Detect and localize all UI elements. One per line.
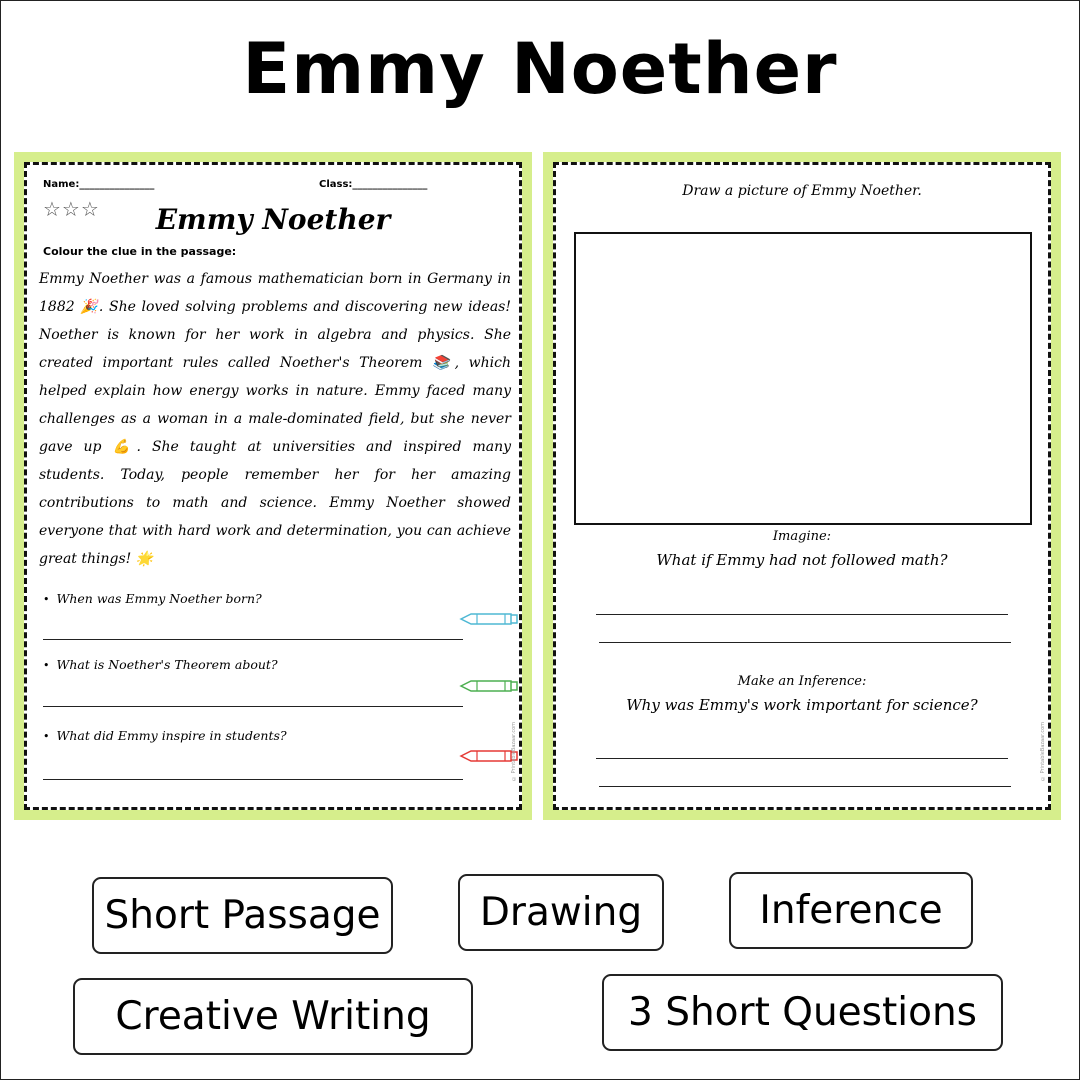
- red-crayon-icon: [459, 748, 519, 764]
- page-title: Emmy Noether: [242, 28, 838, 110]
- answer-line-2[interactable]: [43, 706, 463, 707]
- inference-question: Why was Emmy's work important for science?: [626, 696, 978, 714]
- class-field-label: Class:_______________: [319, 179, 428, 190]
- passage-worksheet: [14, 152, 532, 820]
- imagine-question: What if Emmy had not followed math?: [656, 551, 948, 569]
- question-1: • When was Emmy Noether born?: [43, 591, 262, 606]
- question-1-text: When was Emmy Noether born?: [56, 591, 262, 606]
- drawing-box[interactable]: [574, 232, 1032, 525]
- tag-creative-writing: Creative Writing: [73, 978, 473, 1055]
- watermark: © PrintableBazaar.com: [511, 722, 517, 781]
- inference-label: Make an Inference:: [737, 674, 867, 689]
- inference-answer-line-2[interactable]: [599, 786, 1011, 787]
- tag-inference: Inference: [729, 872, 973, 949]
- worksheet-title: Emmy Noether: [155, 203, 391, 236]
- answer-line-3[interactable]: [43, 779, 463, 780]
- inference-answer-line-1[interactable]: [596, 758, 1008, 759]
- name-field-label: Name:_______________: [43, 179, 155, 190]
- drawing-worksheet: [543, 152, 1061, 820]
- tag-short-passage: Short Passage: [92, 877, 393, 954]
- tag-drawing: Drawing: [458, 874, 664, 951]
- question-3-text: What did Emmy inspire in students?: [56, 728, 287, 743]
- drawing-dashed-border: [553, 162, 1051, 810]
- reading-passage: Emmy Noether was a famous mathematician born in Germany in 1882 🎉. She loved solving problems and discovering new ideas! Noether is known for her work in algebra and physics. She created important rules called Noether's Theorem 📚, which helped explain how energy works in nature. Emmy faced many challenges as a woman in a male-dominated field, but she never gave up 💪. She taught at universities and inspired many students. Today, people remember her for her amazing contributions to math and science. Emmy Noether showed everyone that with hard work and determination, you can achieve great things! 🌟: [39, 271, 511, 567]
- drawing-instruction: Draw a picture of Emmy Noether.: [682, 183, 922, 199]
- question-3: • What did Emmy inspire in students?: [43, 728, 287, 743]
- green-crayon-icon: [459, 678, 519, 694]
- question-2: • What is Noether's Theorem about?: [43, 657, 278, 672]
- question-2-text: What is Noether's Theorem about?: [56, 657, 278, 672]
- answer-line-1[interactable]: [43, 639, 463, 640]
- instruction-text: Colour the clue in the passage:: [43, 245, 237, 258]
- imagine-label: Imagine:: [772, 529, 832, 544]
- imagine-answer-line-1[interactable]: [596, 614, 1008, 615]
- blue-crayon-icon: [459, 611, 519, 627]
- worksheet-dashed-border: [24, 162, 522, 810]
- imagine-answer-line-2[interactable]: [599, 642, 1011, 643]
- watermark: © PrintableBazaar.com: [1040, 722, 1046, 781]
- rating-stars: ☆☆☆: [43, 197, 100, 221]
- tag-3-short-questions: 3 Short Questions: [602, 974, 1003, 1051]
